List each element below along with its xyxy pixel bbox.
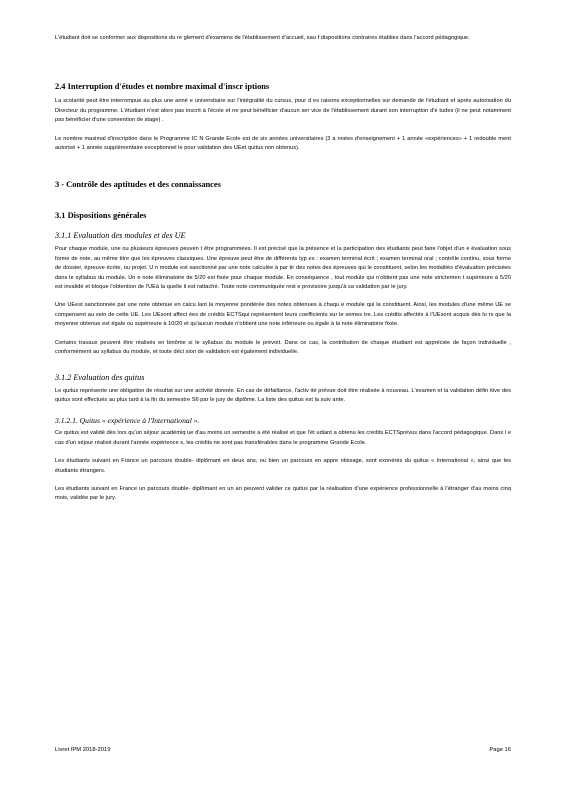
paragraph-max-inscriptions: Le nombre maximal d'inscription dans le Programme IC N Grande Ecole est de six années universitaires (3 a nnées d'enseignement + 1 année «expériences» + 1 redouble ment autorisé + 1 année supplémentaire exceptionnel le pour validation des UEet quitus non obtenus). xyxy=(55,135,511,152)
heading-3-1: 3.1 Dispositions générales xyxy=(55,211,147,221)
paragraph-binome: Certains travaux peuvent être réalisés en binôme si le syllabus du module le prévoit. Dans ce cas, la contribution de chaque étudiant est appréciée de façon individuelle , conformément au syllabus du module, et toute déci sion de validation est également individuelle. xyxy=(55,339,511,356)
heading-2-4: 2.4 Interruption d'études et nombre maximal d'inscr iptions xyxy=(55,82,270,92)
paragraph-quitus: Le quitus représente une obligation de résultat sur une activité donnée. En cas de défaillance, l'activ ité prévue doit être réalisée à nouveau. L'examen et la validation défin itive des quitus sont effectués au plus tard à la fin du semestre S6 par le jury de diplôme. La liste des quitus est la suiv ante. xyxy=(55,387,511,403)
paragraph-modules: Pour chaque module, une ou plusieurs épreuves peuven t être programmées. Il est précisé que la présence et la participation des étudiants peut faire l'objet d'un e évaluation sous forme de note, au même titre que les épreuves classiques. Une épreuve peut être de différents typ es : examen terminal écrit ; examen terminal oral ; contrôle continu, sous forme de dossier, épreuve écrite, ou projet. U n module est sanctionné par une note calculée à par tir des notes des épreuves qui le constituent, selon les modalités d'évaluation précisées dans le syllabus du module. Un e note éliminatoire de 5/20 est fixée pour chaque module. En conséquence , tout module qui n'obtient pas une note strictemen t supérieure à 5/20 est invalidé et bloque l'obtention de l'UEà la quelle il est rattaché. Toute note communiquée rest e provisoire jusqu'à sa validation par le jury. xyxy=(55,246,511,291)
heading-3: 3 - Contrôle des aptitudes et des connaissances xyxy=(55,180,221,190)
heading-3-1-2-1: 3.1.2.1. Quitus « expérience à l'International ». xyxy=(55,416,200,426)
paragraph-ue: Une UEest sanctionnée par une note obtenue en calcu lant la moyenne pondérée des notes obtenues à chaqu e module qui la constituent. Ainsi, les modules d'une même UE se compensent au sein de cette UE. Les UEsont affect ées de crédits ECTSqui représentent leurs coefficients sur le semes tre. Les crédits affectés à l'UEsont acquis dès lo rs que la moyenne obtenue est égale ou supérieure à 10/20 et qu'aucun module n'obtient une note inférieure ou égale à la note éliminatoire fixée. xyxy=(55,302,511,328)
heading-3-1-2: 3.1.2 Evaluation des quitus xyxy=(55,372,145,382)
paragraph-interruption: La scolarité peut être interrompue au plus une anné e universitaire sur l'intégralité du cursus, pour d es raisons exceptionnelles sur demande de l'étudiant et après autorisation du Directeur du programme. L'étudiant n'est alors pas inscrit à l'école et ne peut bénéficier d'aucun ser vice de l'établissement durant son interruption d'é tudes (il ne peut notamment pas bénéficier d'une convention de stage) . xyxy=(55,98,511,124)
paragraph-quitus-international: Ce quitus est validé dès lors qu'un séjour académiq ue d'au moins un semestre a été réalisé et que l'ét udiant a obtenu les crédits ECTSprévus dans l'accord pédagogique. Dans l e cas d'un séjour réalisé durant l'année expérience s, les crédits ne sont pas transférables dans le programme Grande Ecole. xyxy=(55,430,511,446)
footer-page-number: Page 16 xyxy=(489,747,511,753)
heading-3-1-1: 3.1.1 Evaluation des modules et des UE xyxy=(55,231,186,241)
paragraph-experience-pro: Les étudiants suivant en France un parcours double- diplômant en un an peuvent valider ce quitus par la réalisation d'une expérience professionnelle à l'étranger d'au moins cinq mois, validée par le jury. xyxy=(55,485,511,502)
paragraph-intro: L'étudiant doit se conformer aux dispositions du re glement d'examens de l'établissement d'accueil, sau f dispositions contraires établies dans l'accord pédagogique. xyxy=(55,35,470,41)
footer-booklet-title: Livret IPM 2018-2019 xyxy=(55,747,111,753)
page-body xyxy=(55,34,511,504)
paragraph-exoneration: Les étudiants suivant en France un parcours double- diplômant en deux ans, ou bien un parcours en appre ntissage, sont exonérés du quitus « International », ainsi que les étudiants étrangers. xyxy=(55,458,511,474)
